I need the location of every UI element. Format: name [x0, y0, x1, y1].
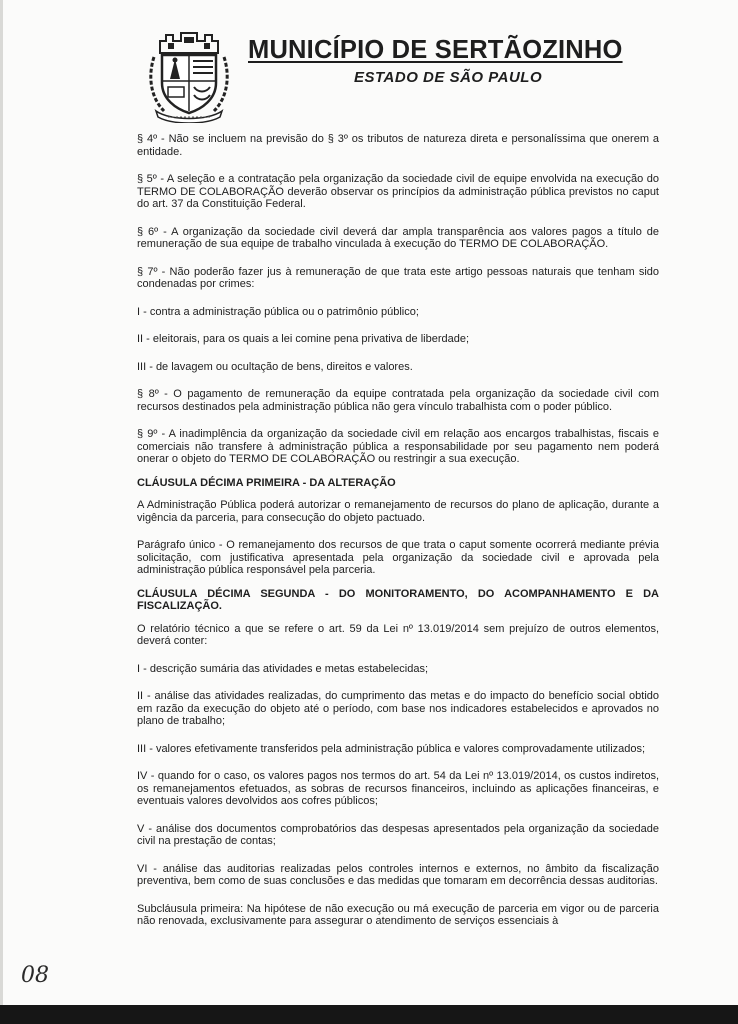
report-item-iii: III - valores efetivamente transferidos pela administração pública e valores comprovadamente utilizados; [137, 742, 646, 755]
scan-edge [0, 0, 3, 1024]
subclause-first: Subcláusula primeira: Na hipótese de não execução ou má execução de parceria em vigor ou de parceria não renovada, exclusivamente para assegurar o atendimento de serviços essenciais à [137, 902, 659, 927]
list-item-iii: III - de lavagem ou ocultação de bens, direitos e valores. [137, 360, 413, 373]
clause-eleven-sole-paragraph: Parágrafo único - O remanejamento dos recursos de que trata o caput somente ocorrerá mediante prévia solicitação, com justificativa apresentada pela organização da sociedade civil e aprovada pela administração pública responsável pela parceria. [137, 539, 659, 576]
coat-of-arms-icon [146, 31, 232, 123]
letterhead [0, 0, 738, 130]
paragraph-9: § 9º - A inadimplência da organização da sociedade civil em relação aos encargos trabalhistas, fiscais e comerciais não transfere à administração pública a responsabilidade por seu pagamento nem poderá onerar o objeto do TERMO DE COLABORAÇÃO ou restringir a sua execução. [137, 428, 659, 465]
state-subtitle: ESTADO DE SÃO PAULO [354, 69, 543, 86]
document-body [137, 133, 659, 943]
clause-twelve-heading: CLÁUSULA DÉCIMA SEGUNDA - DO MONITORAMENTO, DO ACOMPANHAMENTO E DA FISCALIZAÇÃO. [137, 587, 659, 612]
clause-eleven-body: A Administração Pública poderá autorizar o remanejamento de recursos do plano de aplicação, durante a vigência da parceria, para consecução do objeto pactuado. [137, 499, 659, 524]
handwritten-page-number: 08 [21, 963, 49, 988]
report-item-i: I - descrição sumária das atividades e metas estabelecidas; [137, 662, 429, 675]
report-item-vi: VI - análise das auditorias realizadas pelos controles internos e externos, no âmbito da fiscalização preventiva, bem como de suas conclusões e das medidas que tomaram em decorrência dessas auditorias. [137, 862, 659, 887]
scan-border [0, 1005, 738, 1024]
clause-eleven-heading: CLÁUSULA DÉCIMA PRIMEIRA - DA ALTERAÇÃO [137, 476, 396, 489]
paragraph-8: § 8º - O pagamento de remuneração da equipe contratada pela organização da sociedade civil com recursos destinados pela administração pública não gera vínculo trabalhista com o poder público. [137, 388, 659, 413]
paragraph-5: § 5º - A seleção e a contratação pela organização da sociedade civil de equipe envolvida na execução do TERMO DE COLABORAÇÃO deverão observar os princípios da administração pública previstos no caput do art. 37 da Constituição Federal. [137, 173, 659, 210]
paragraph-4: § 4º - Não se incluem na previsão do § 3º os tributos de natureza direta e personalíssima que onerem a entidade. [137, 133, 659, 158]
clause-twelve-intro: O relatório técnico a que se refere o art. 59 da Lei nº 13.019/2014 sem prejuízo de outros elementos, deverá conter: [137, 622, 659, 647]
paragraph-7: § 7º - Não poderão fazer jus à remuneração de que trata este artigo pessoas naturais que tenham sido condenadas por crimes: [137, 265, 659, 290]
report-item-iv: IV - quando for o caso, os valores pagos nos termos do art. 54 da Lei nº 13.019/2014, os custos indiretos, os remanejamentos efetuados, as sobras de recursos financeiros, incluindo as aplicações financeiras, e eventuais valores devolvidos aos cofres públicos; [137, 770, 659, 807]
list-item-ii: II - eleitorais, para os quais a lei comine pena privativa de liberdade; [137, 333, 470, 345]
report-item-ii: II - análise das atividades realizadas, do cumprimento das metas e do impacto do benefício social obtido em razão da execução do objeto até o período, com base nos indicadores estabelecidos e aprovados no plano de trabalho; [137, 690, 659, 727]
list-item-i: I - contra a administração pública ou o patrimônio público; [137, 305, 419, 318]
report-item-v: V - análise dos documentos comprobatórios das despesas apresentados pela organização da sociedade civil na prestação de contas; [137, 822, 659, 847]
municipality-title: MUNICÍPIO DE SERTÃOZINHO [248, 36, 623, 64]
paragraph-6: § 6º - A organização da sociedade civil deverá dar ampla transparência aos valores pagos a título de remuneração de sua equipe de trabalho vinculada à execução do TERMO DE COLABORAÇÃO. [137, 225, 659, 250]
